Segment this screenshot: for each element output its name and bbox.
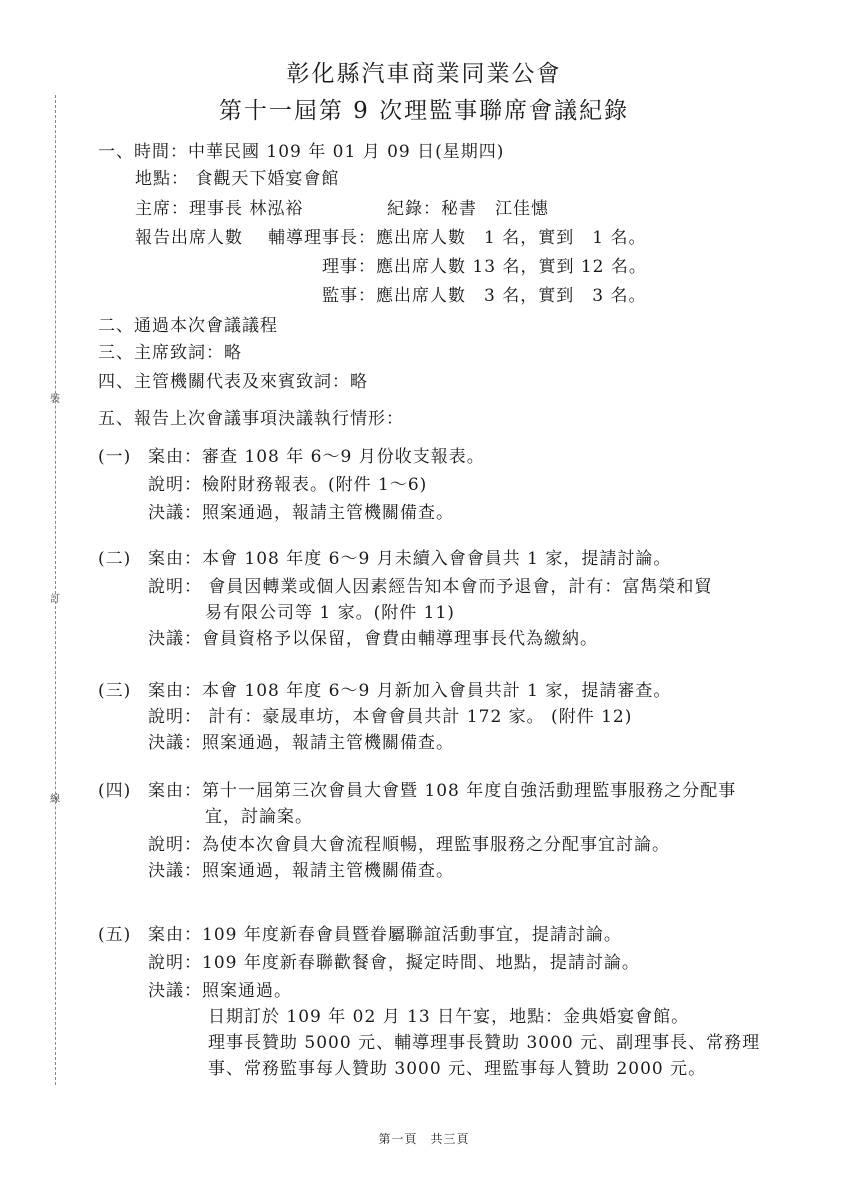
item-case: 案由：審查 108 年 6～9 月份收支報表。	[148, 447, 485, 467]
item-note: 說明： 計有：豪晟車坊，本會會員共計 172 家。 (附件 12)	[148, 707, 633, 727]
attendance-detail: 應出席人數 3 名，實到 3 名。	[376, 286, 647, 306]
item-case: 案由：本會 108 年度 6～9 月未續入會會員共 1 家，提請討論。	[148, 549, 672, 569]
item-case-continued: 宜，討論案。	[205, 807, 313, 827]
binding-char-zhuang: 裝	[50, 394, 60, 405]
item-note-continued: 易有限公司等 1 家。(附件 11)	[205, 603, 455, 623]
attendance-role: 輔導理事長：	[268, 228, 376, 248]
section-chair-speech: 三、主席致詞：略	[98, 343, 242, 363]
item-number: (二)	[98, 549, 132, 569]
item-note: 說明： 會員因轉業或個人因素經告知本會而予退會，計有：富雋榮和貿	[148, 577, 713, 597]
attendance-role: 理事：	[322, 257, 376, 277]
item-number: (一)	[98, 447, 132, 467]
item-resolution: 決議：會員資格予以保留，會費由輔導理事長代為繳納。	[148, 629, 598, 649]
meeting-place: 地點： 食觀天下婚宴會館	[135, 169, 340, 189]
item-resolution: 決議：照案通過，報請主管機關備查。	[148, 733, 454, 753]
page-title: 彰化縣汽車商業同業公會	[286, 61, 562, 87]
meeting-recorder: 紀錄：秘書 江佳憓	[387, 199, 549, 219]
attendance-label: 報告出席人數	[135, 228, 243, 248]
item-note: 說明：檢附財務報表。(附件 1～6)	[148, 475, 428, 495]
item-resolution: 決議：照案通過。	[148, 981, 292, 1001]
meeting-time: 一、時間：中華民國 109 年 01 月 09 日(星期四)	[98, 142, 505, 162]
section-report: 五、報告上次會議事項決議執行情形：	[98, 409, 404, 429]
resolution-detail: 日期訂於 109 年 02 月 13 日午宴，地點：金典婚宴會館。	[208, 1007, 690, 1027]
item-resolution: 決議：照案通過，報請主管機關備查。	[148, 861, 454, 881]
attendance-detail: 應出席人數 13 名，實到 12 名。	[376, 257, 647, 277]
item-number: (三)	[98, 681, 132, 701]
page-number: 第一頁 共三頁	[378, 1132, 470, 1146]
page-subtitle: 第十一屆第 9 次理監事聯席會議紀錄	[218, 98, 630, 124]
section-agenda: 二、通過本次會議議程	[98, 316, 278, 336]
item-resolution: 決議：照案通過，報請主管機關備查。	[148, 503, 454, 523]
item-case: 案由：第十一屆第三次會員大會暨 108 年度自強活動理監事服務之分配事	[148, 781, 737, 801]
resolution-detail: 事、常務監事每人贊助 3000 元、理監事每人贊助 2000 元。	[208, 1059, 707, 1079]
binding-char-xian: 線	[50, 794, 60, 805]
resolution-detail: 理事長贊助 5000 元、輔導理事長贊助 3000 元、副理事長、常務理	[208, 1033, 761, 1053]
item-case: 案由：109 年度新春會員暨眷屬聯誼活動事宜，提請討論。	[148, 925, 622, 945]
binding-char-ding: 訂	[50, 594, 60, 605]
item-case: 案由：本會 108 年度 6～9 月新加入會員共計 1 家，提請審查。	[148, 681, 672, 701]
item-note: 說明：為使本次會員大會流程順暢，理監事服務之分配事宜討論。	[148, 835, 670, 855]
attendance-detail: 應出席人數 1 名，實到 1 名。	[376, 228, 647, 248]
meeting-chair: 主席：理事長 林泓裕	[135, 199, 304, 219]
item-number: (五)	[98, 925, 132, 945]
section-guest-speech: 四、主管機關代表及來賓致詞：略	[98, 372, 368, 392]
item-note: 說明：109 年度新春聯歡餐會，擬定時間、地點，提請討論。	[148, 953, 640, 973]
item-number: (四)	[98, 781, 132, 801]
attendance-role: 監事：	[322, 286, 376, 306]
